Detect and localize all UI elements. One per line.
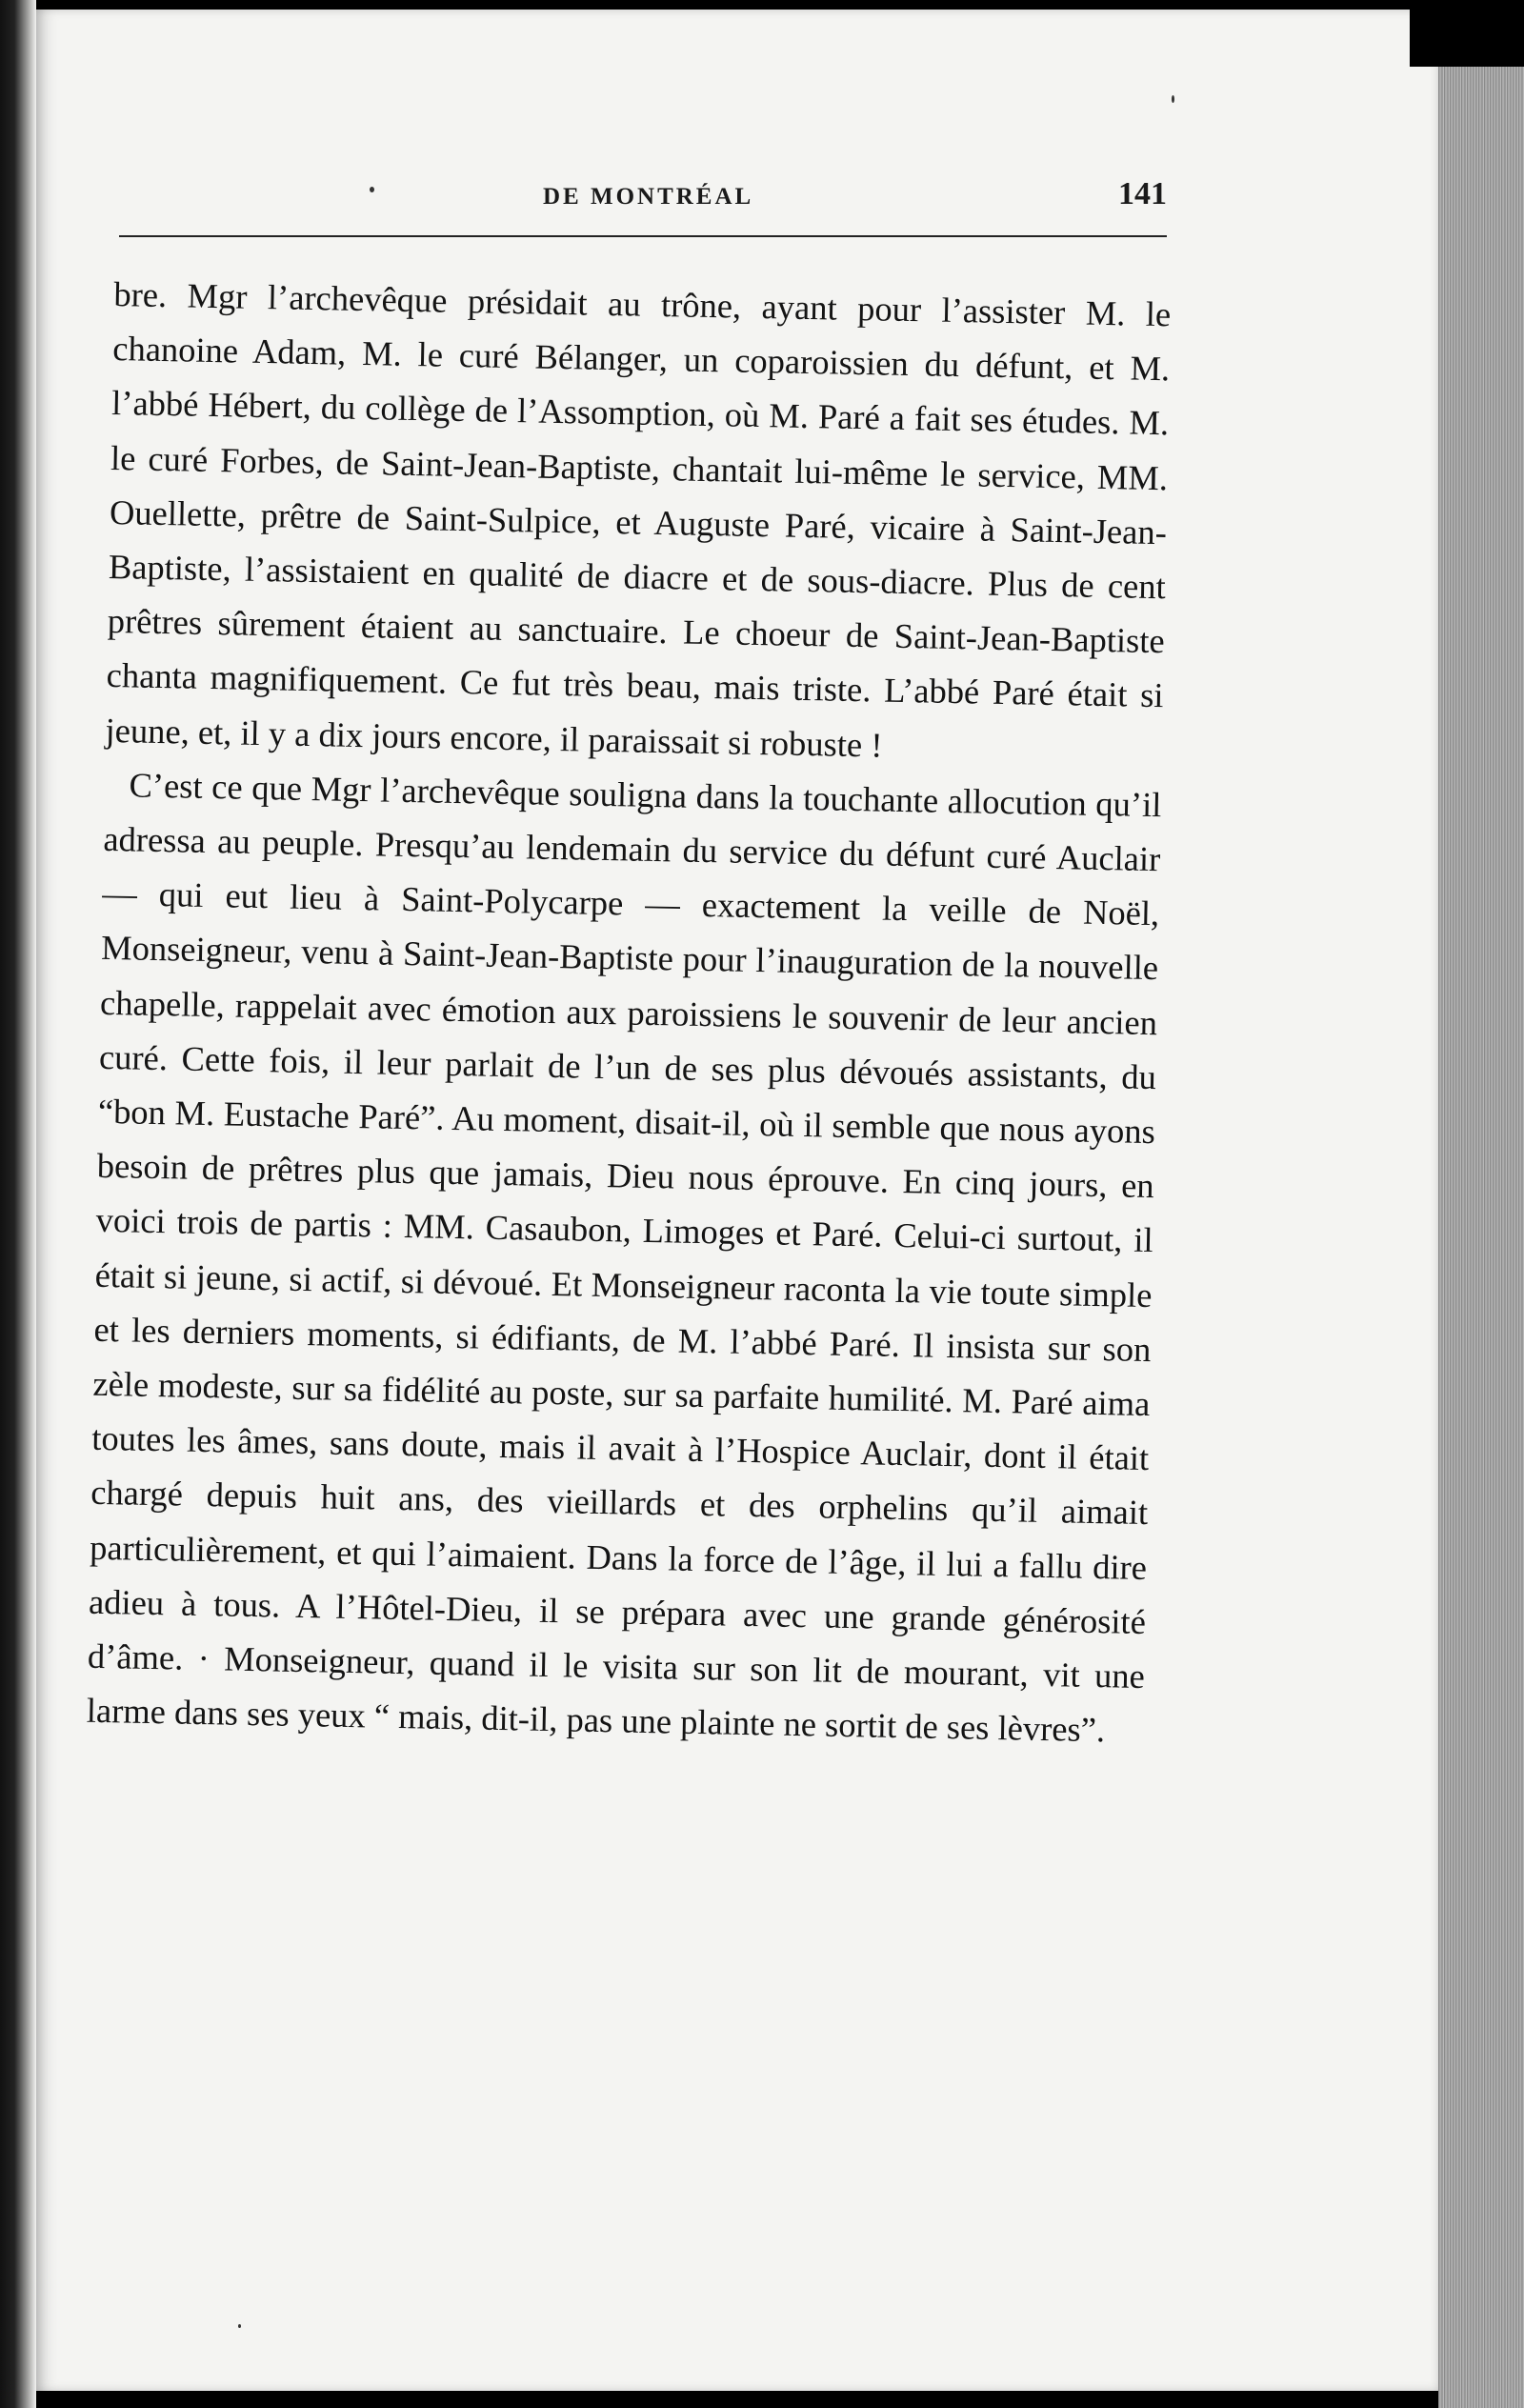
background-corner: [1410, 0, 1524, 67]
book-gutter-edge: [0, 0, 36, 2408]
header-rule: [119, 235, 1167, 237]
dust-speck: [238, 2324, 241, 2328]
body-text: [86, 267, 1171, 1758]
paragraph-2: C’est ce que Mgr l’archevêque souligna dans la touchante allocution qu’il adressa au peuple. Presqu’au lendemain du service du défunt curé Auclair — qui eut lieu à Saint-Polycarpe — exactement la veille de Noël, Monseigneur, venu à Saint-Jean-Baptiste pour l’inauguration de la nouvelle chapelle, rappelait avec émotion aux paroissiens le souvenir de leur ancien curé. Cette fois, il leur parlait de l’un de ses plus dévoués assistants, du “bon M. Eustache Paré”. Au moment, disait-il, où il semble que nous ayons besoin de prêtres plus que jamais, Dieu nous éprouve. En cinq jours, en voici trois de partis : MM. Casaubon, Limoges et Paré. Celui-ci surtout, il était si jeune, si actif, si dévoué. Et Monseigneur raconta la vie toute simple et les derniers moments, si édifiants, de M. l’abbé Paré. Il insista sur son zèle modeste, sur sa fidélité au poste, sur sa parfaite humilité. M. Paré aima toutes les âmes, sans doute, mais il avait à l’Hospice Auclair, dont il était chargé depuis huit ans, des vieillards et des orphelins qu’il aimait particulièrement, et qui l’aimaient. Dans la force de l’âge, il lui a fallu dire adieu à tous. A l’Hôtel-Dieu, il se prépara avec une grande générosité d’âme. · Monseigneur, quand il le visita sur son lit de mourant, vit une larme dans ses yeux “ mais, dit-il, pas une plainte ne sortit de ses lèvres”.: [86, 765, 1162, 1750]
dust-speck: [1172, 95, 1174, 103]
running-title: DE MONTRÉAL: [543, 184, 754, 210]
dust-speck: [370, 187, 374, 192]
page-header: [119, 176, 1167, 233]
page-number: 141: [1118, 176, 1167, 211]
paragraph-1: bre. Mgr l’archevêque présidait au trône, ayant pour l’assister M. le chanoine Adam, M. le curé Bélanger, un coparoissien du défunt, et M. l’abbé Hébert, du collège de l’Assomption, où M. Paré a fait ses études. M. le curé Forbes, de Saint-Jean-Baptiste, chantait lui-même le service, MM. Ouellette, prêtre de Saint-Sulpice, et Auguste Paré, vicaire à Saint-Jean-Baptiste, l’assistaient en qualité de diacre et de sous-diacre. Plus de cent prêtres sûrement étaient au sanctuaire. Le choeur de Saint-Jean-Baptiste chanta magnifiquement. Ce fut très beau, mais triste. L’abbé Paré était si jeune, et, il y a dix jours encore, il paraissait si robuste !: [105, 273, 1172, 765]
page-stack-edge: [1438, 57, 1524, 2408]
